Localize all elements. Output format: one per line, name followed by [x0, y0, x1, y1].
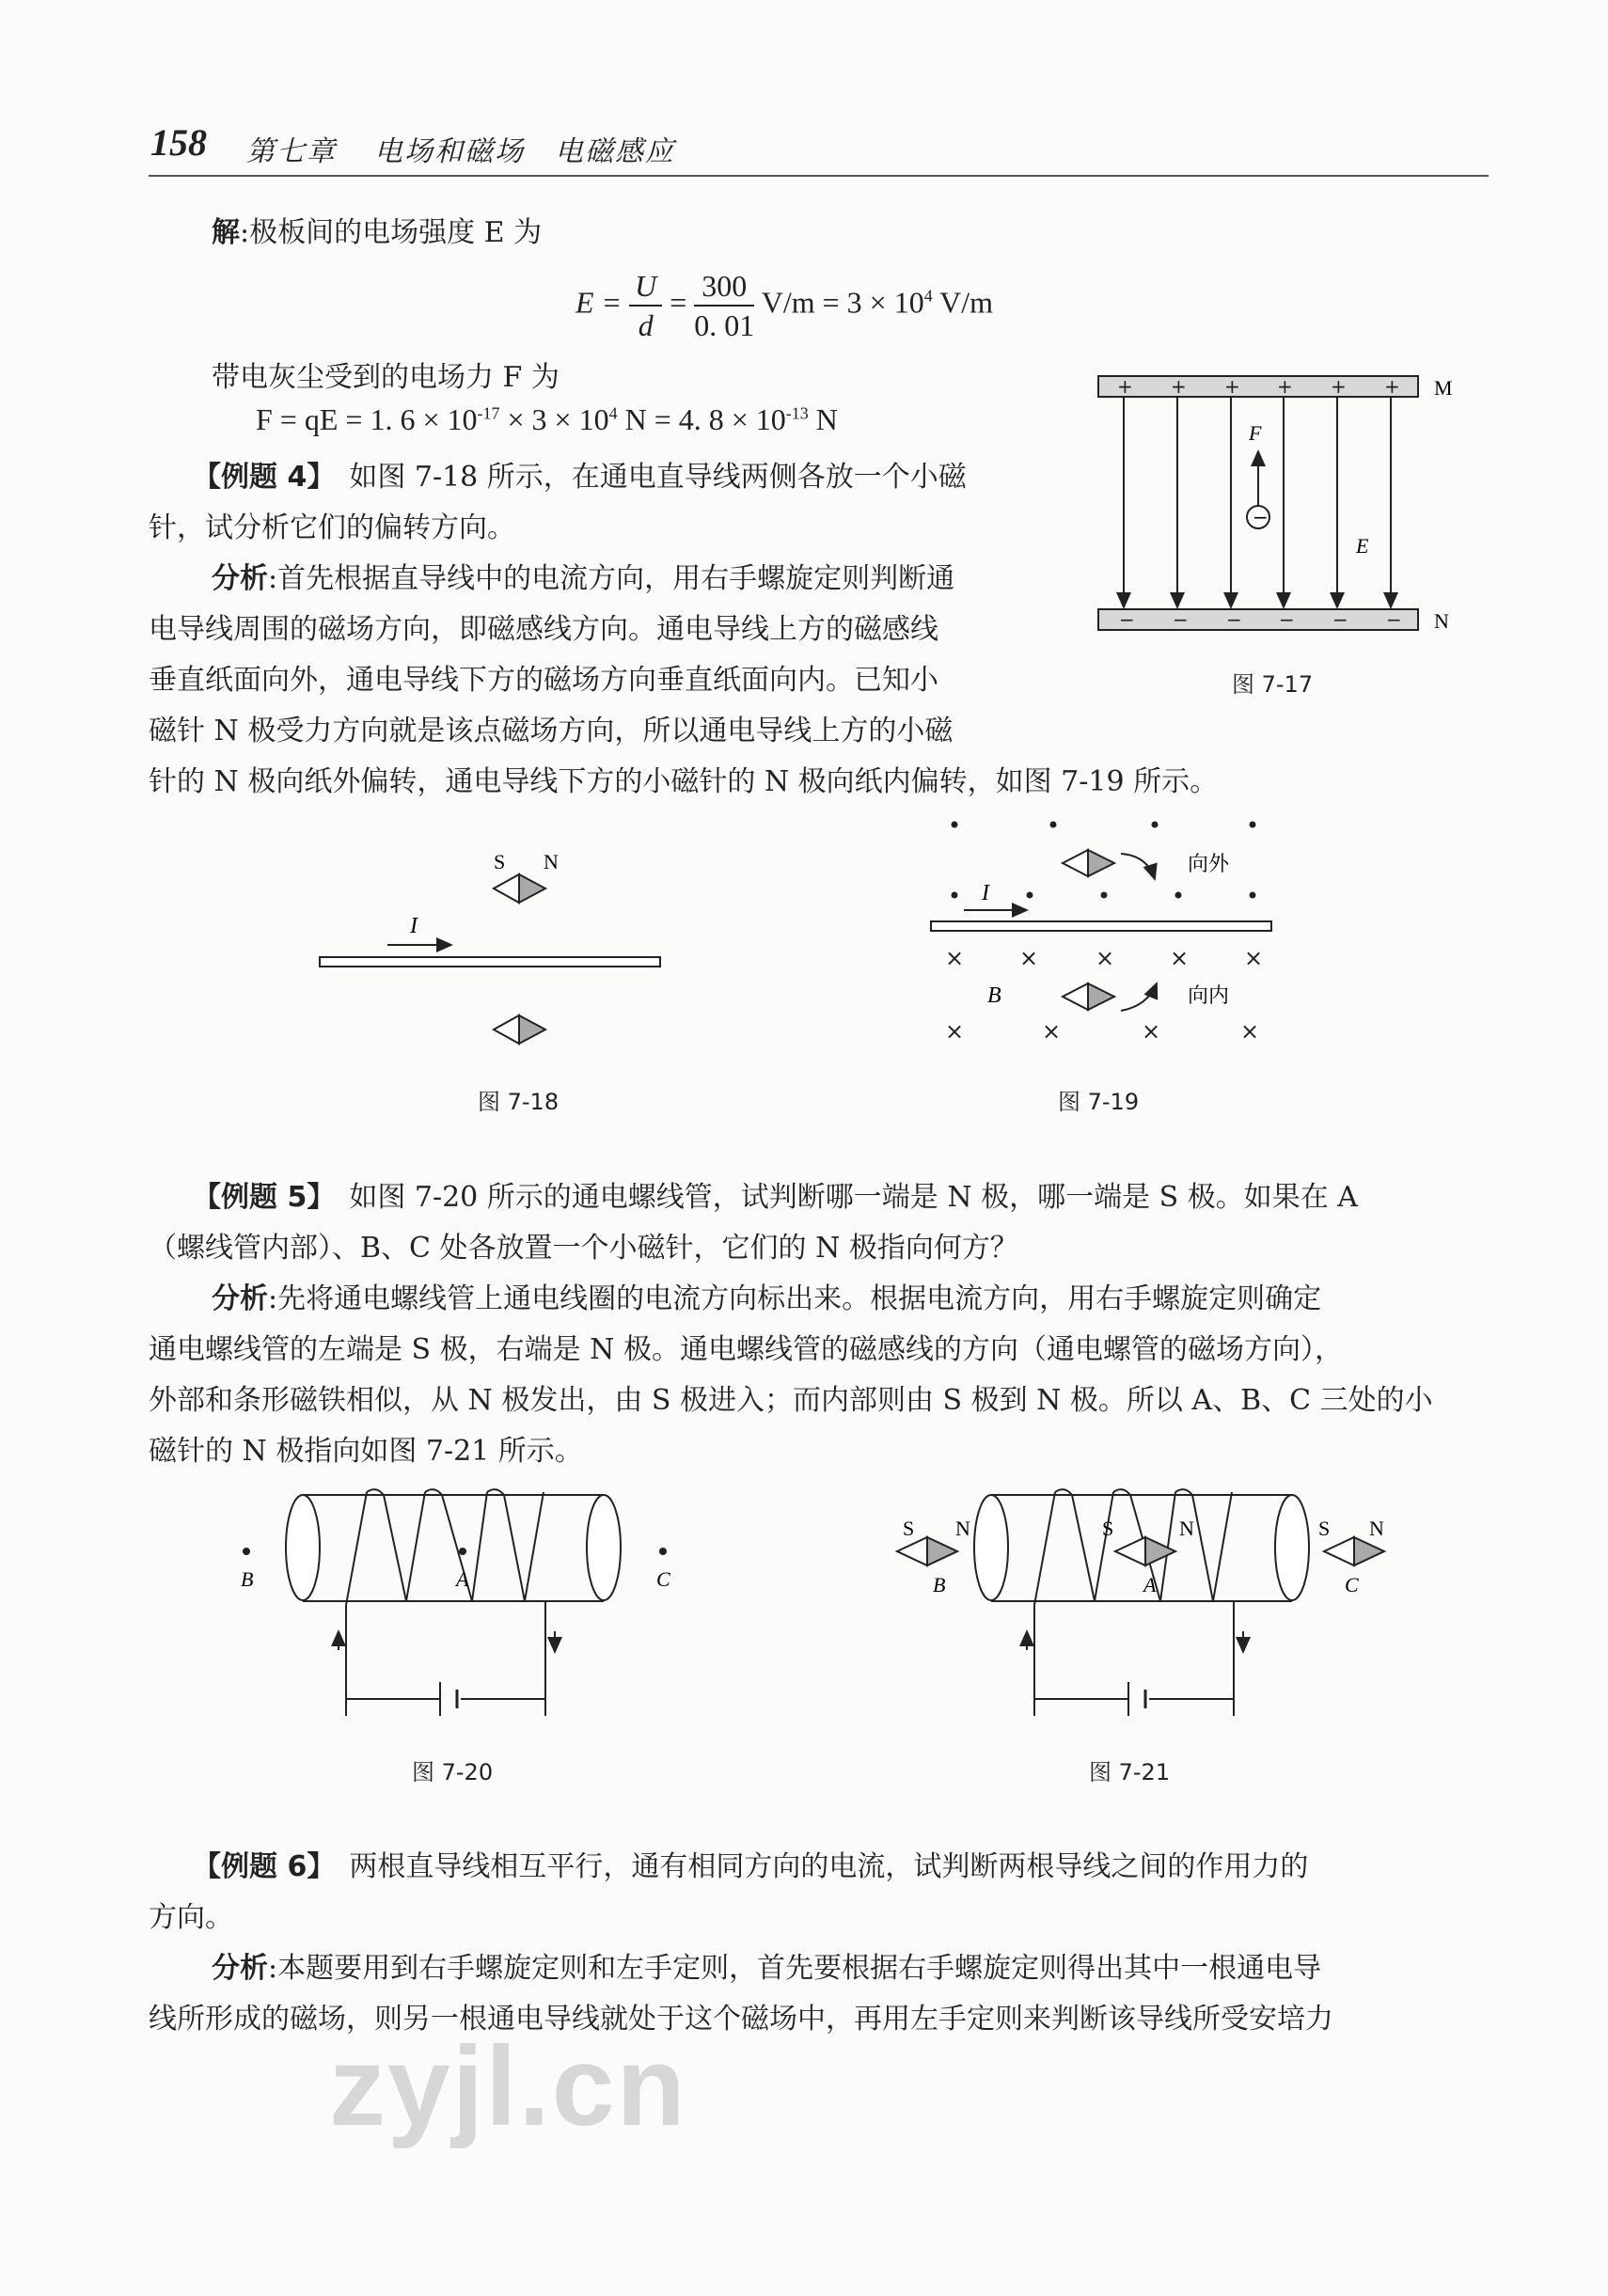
out-label: 向外 [1188, 853, 1230, 876]
example5-analysis-1: 分析:先将通电螺线管上通电线圈的电流方向标出来。根据电流方向，用右手螺旋定则确定 [212, 1282, 1322, 1315]
field-b-label: B [987, 983, 1001, 1008]
deflection-out-arrow [1121, 854, 1155, 879]
straight-wire [931, 921, 1271, 931]
label-a: A [456, 1567, 469, 1591]
chapter-label: 第七章 [246, 135, 337, 168]
field-out-dot [1027, 892, 1033, 899]
watermark: zyjl.cn [329, 2023, 687, 2149]
force-label: F [1249, 421, 1262, 445]
example6-analysis-1: 分析:本题要用到右手螺旋定则和左手定则，首先要根据右手螺旋定则得出其中一根通电导 [212, 1952, 1322, 1985]
in-label: 向内 [1188, 984, 1230, 1008]
equation-force: F = qE = 1. $6 \times 10^{-17} \times 3 \times 10^4$ N = 4. $8 \times 10^{-13}$ N [256, 402, 838, 436]
label-a: A [1143, 1573, 1157, 1596]
field-in-cross: × [945, 1018, 965, 1045]
straight-wire [320, 957, 660, 967]
needle-b-south: S [903, 1517, 915, 1540]
example4-line-2: 针，试分析它们的偏转方向。 [149, 511, 515, 544]
equation-e-field: E = $\frac{U}{d}$ = $\frac{300}{0. 01}$ $V/m = 3 \times 10^4$ V/m [575, 269, 994, 342]
needle-a-south: S [1102, 1517, 1114, 1540]
figure-7-20-caption: 图 7-20 [412, 1759, 494, 1785]
positive-plate [1098, 376, 1418, 397]
label-b: B [241, 1567, 254, 1591]
needle-b-north: N [955, 1517, 970, 1540]
figure-7-17-caption: 图 7-17 [1232, 671, 1314, 698]
minus-sign: − [1119, 608, 1135, 631]
example4-analysis-4: 磁针 N 极受力方向就是该点磁场方向，所以通电导线上方的小磁 [149, 715, 954, 747]
minus-sign: − [1226, 608, 1242, 631]
field-label: E [1356, 534, 1369, 558]
label-c: C [656, 1567, 670, 1591]
example4-analysis-5: 针的 N 极向纸外偏转，通电导线下方的小磁针的 N 极向纸内偏转，如图 7-19 所示。 [149, 765, 1219, 798]
deflection-in-arrow [1121, 983, 1157, 1011]
plus-sign: + [1224, 375, 1240, 398]
example6-line-2: 方向。 [149, 1901, 233, 1934]
label-b: B [933, 1573, 946, 1596]
field-in-cross: × [1244, 945, 1264, 971]
figure-7-18 [301, 837, 715, 1062]
compass-needle-top [1063, 850, 1114, 876]
field-in-cross: × [1042, 1018, 1062, 1045]
plus-sign: + [1331, 375, 1347, 398]
minus-sign: − [1332, 608, 1348, 631]
example4-analysis-1: 分析:首先根据直导线中的电流方向，用右手螺旋定则判断通 [212, 562, 955, 595]
example5-analysis-4: 磁针的 N 极指向如图 7-21 所示。 [149, 1435, 583, 1468]
example5-analysis-3: 外部和条形磁铁相似，从 N 极发出，由 S 极进入；而内部则由 S 极到 N 极。所以 A、B、C 三处的小 [149, 1384, 1433, 1417]
figure-7-19 [922, 809, 1298, 1062]
example5-line-2: （螺线管内部）、B、C 处各放置一个小磁针，它们的 N 极指向何方？ [149, 1232, 1018, 1265]
field-in-cross: × [1170, 945, 1190, 971]
field-out-dot [1050, 822, 1057, 828]
battery [1128, 1682, 1145, 1716]
needle-a-north: N [1179, 1517, 1194, 1540]
north-label: N [544, 850, 559, 873]
page-number: 158 [150, 121, 207, 164]
field-out-dot [1152, 822, 1159, 828]
plus-sign: + [1277, 375, 1293, 398]
current-label: I [410, 914, 418, 938]
field-out-dot [952, 822, 958, 828]
example5-analysis-2: 通电螺线管的左端是 S 极，右端是 N 极。通电螺线管的磁感线的方向（通电螺管的磁场方向）， [149, 1333, 1343, 1366]
field-in-cross: × [1019, 945, 1039, 971]
point-b [243, 1548, 250, 1555]
field-out-dot [952, 892, 958, 899]
field-in-cross: × [1240, 1018, 1260, 1045]
negative-plate [1098, 609, 1418, 630]
figure-7-18-caption: 图 7-18 [478, 1089, 560, 1115]
example4-analysis-3: 垂直纸面向外，通电导线下方的磁场方向垂直纸面向内。已知小 [149, 664, 938, 697]
field-in-cross: × [1142, 1018, 1161, 1045]
minus-sign: − [1279, 608, 1295, 631]
example4-analysis-2: 电导线周围的磁场方向，即磁感线方向。通电导线上方的磁感线 [149, 613, 938, 646]
compass-needle-b [897, 1537, 957, 1565]
solenoid-tube [286, 1495, 621, 1601]
battery [440, 1682, 457, 1716]
plus-sign: + [1171, 375, 1187, 398]
field-in-cross: × [1096, 945, 1115, 971]
point-a [459, 1548, 466, 1555]
example4-line-1: 【例题 4】 如图 7-18 所示，在通电直导线两侧各放一个小磁 [193, 461, 967, 494]
solenoid-coil [346, 1489, 544, 1605]
compass-needle-c [1324, 1537, 1384, 1565]
field-in-cross: × [945, 945, 965, 971]
figure-7-17 [1091, 365, 1486, 647]
compass-needle-bottom [1063, 983, 1114, 1010]
example6-analysis-2: 线所形成的磁场，则另一根通电导线就处于这个磁场中，再用左手定则来判断该导线所受安培力 [149, 2003, 1333, 2036]
field-out-dot [1101, 892, 1108, 899]
compass-needle-bottom [494, 1015, 545, 1044]
plus-sign: + [1384, 375, 1400, 398]
plus-sign: + [1117, 375, 1133, 398]
solution-line-2: 带电灰尘受到的电场力 F 为 [212, 361, 560, 394]
needle-c-south: S [1318, 1517, 1331, 1540]
figure-7-21-caption: 图 7-21 [1089, 1759, 1171, 1785]
label-c: C [1345, 1573, 1359, 1596]
field-out-dot [1250, 822, 1256, 828]
current-label: I [982, 881, 989, 905]
plate-n-label: N [1434, 609, 1449, 633]
field-out-dot [1250, 892, 1256, 899]
field-out-dot [1175, 892, 1182, 899]
charge-sign: − [1253, 506, 1269, 528]
figure-7-21 [890, 1481, 1416, 1716]
south-label: S [494, 850, 506, 873]
point-c [659, 1548, 667, 1555]
needle-c-north: N [1369, 1517, 1384, 1540]
plate-m-label: M [1434, 376, 1453, 400]
compass-needle-top [494, 874, 545, 903]
header-rule [149, 175, 1489, 177]
chapter-title: 电场和磁场 电磁感应 [374, 135, 675, 168]
figure-7-20 [226, 1481, 696, 1716]
example6-line-1: 【例题 6】 两根直导线相互平行，通有相同方向的电流，试判断两根导线之间的作用力的 [193, 1850, 1309, 1883]
minus-sign: − [1173, 608, 1189, 631]
example5-line-1: 【例题 5】 如图 7-20 所示的通电螺线管，试判断哪一端是 N 极，哪一端是 S 极。如果在 A [193, 1181, 1358, 1214]
figure-7-19-caption: 图 7-19 [1058, 1089, 1140, 1115]
minus-sign: − [1386, 608, 1402, 631]
solution-line-1: 解:极板间的电场强度 E 为 [212, 216, 543, 249]
